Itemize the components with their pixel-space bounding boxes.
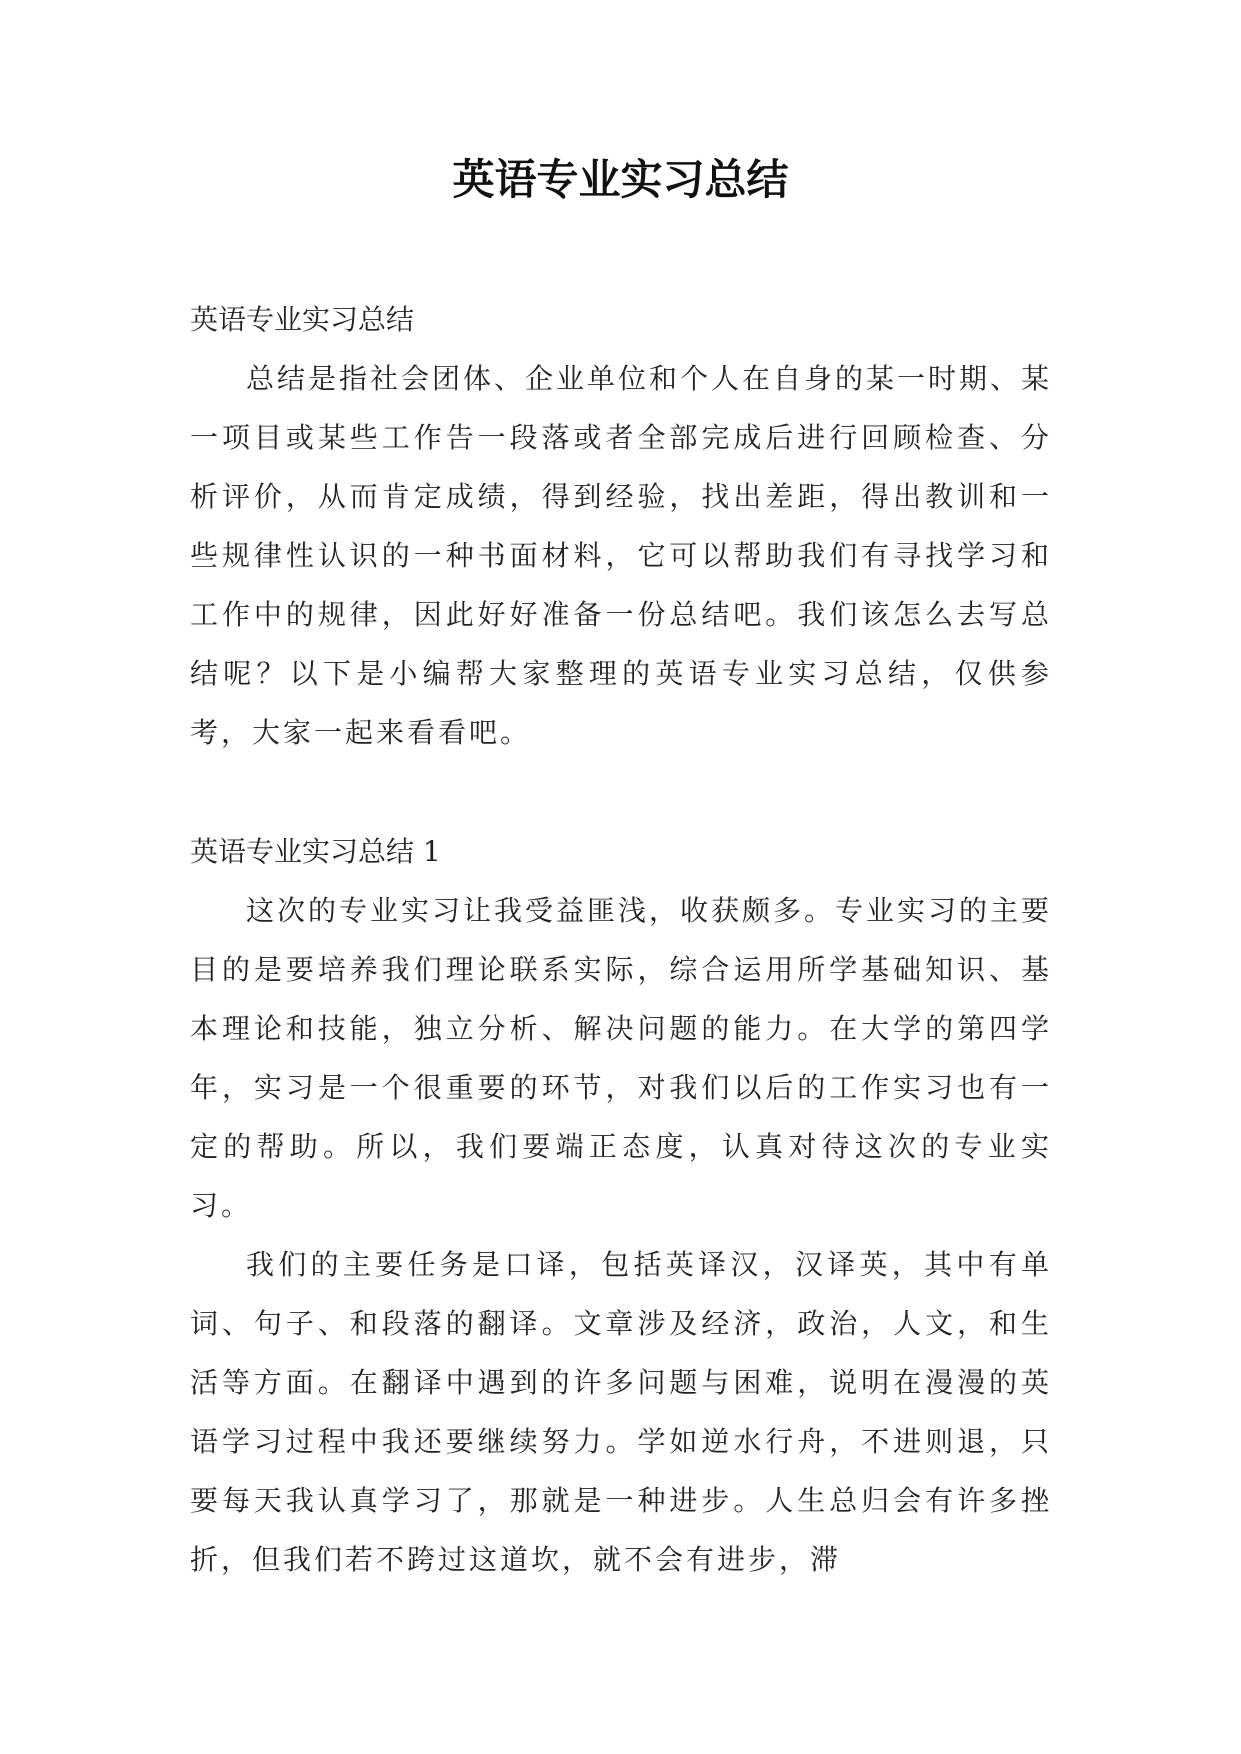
section-heading: 英语专业实习总结 1 [190, 835, 441, 868]
section-spacer [190, 762, 1052, 822]
paragraph: 这次的专业实习让我受益匪浅，收获颇多。专业实习的主要目的是要培养我们理论联系实际，综合运用所学基础知识、基本理论和技能，独立分析、解决问题的能力。在大学的第四学年，实习是一个很重要的环节，对我们以后的工作实习也有一定的帮助。所以，我们要端正态度，认真对待这次的专业实习。 [190, 894, 1053, 1222]
paragraph: 总结是指社会团体、企业单位和个人在自身的某一时期、某一项目或某些工作告一段落或者全部完成后进行回顾检查、分析评价，从而肯定成绩，得到经验，找出差距，得出教训和一些规律性认识的一种书面材料，它可以帮助我们有寻找学习和工作中的规律，因此好好准备一份总结吧。我们该怎么去写总结呢？以下是小编帮大家整理的英语专业实习总结，仅供参考，大家一起来看看吧。 [190, 362, 1053, 749]
document-body [190, 290, 1052, 1589]
section-heading: 英语专业实习总结 [190, 303, 415, 336]
paragraph: 我们的主要任务是口译，包括英译汉，汉译英，其中有单词、句子、和段落的翻译。文章涉及经济，政治，人文，和生活等方面。在翻译中遇到的许多问题与困难，说明在漫漫的英语学习过程中我还要继续努力。学如逆水行舟，不进则退，只要每天我认真学习了，那就是一种进步。人生总归会有许多挫折，但我们若不跨过这道坎，就不会有进步，滞 [190, 1248, 1052, 1576]
document-title: 英语专业实习总结 [452, 155, 789, 204]
